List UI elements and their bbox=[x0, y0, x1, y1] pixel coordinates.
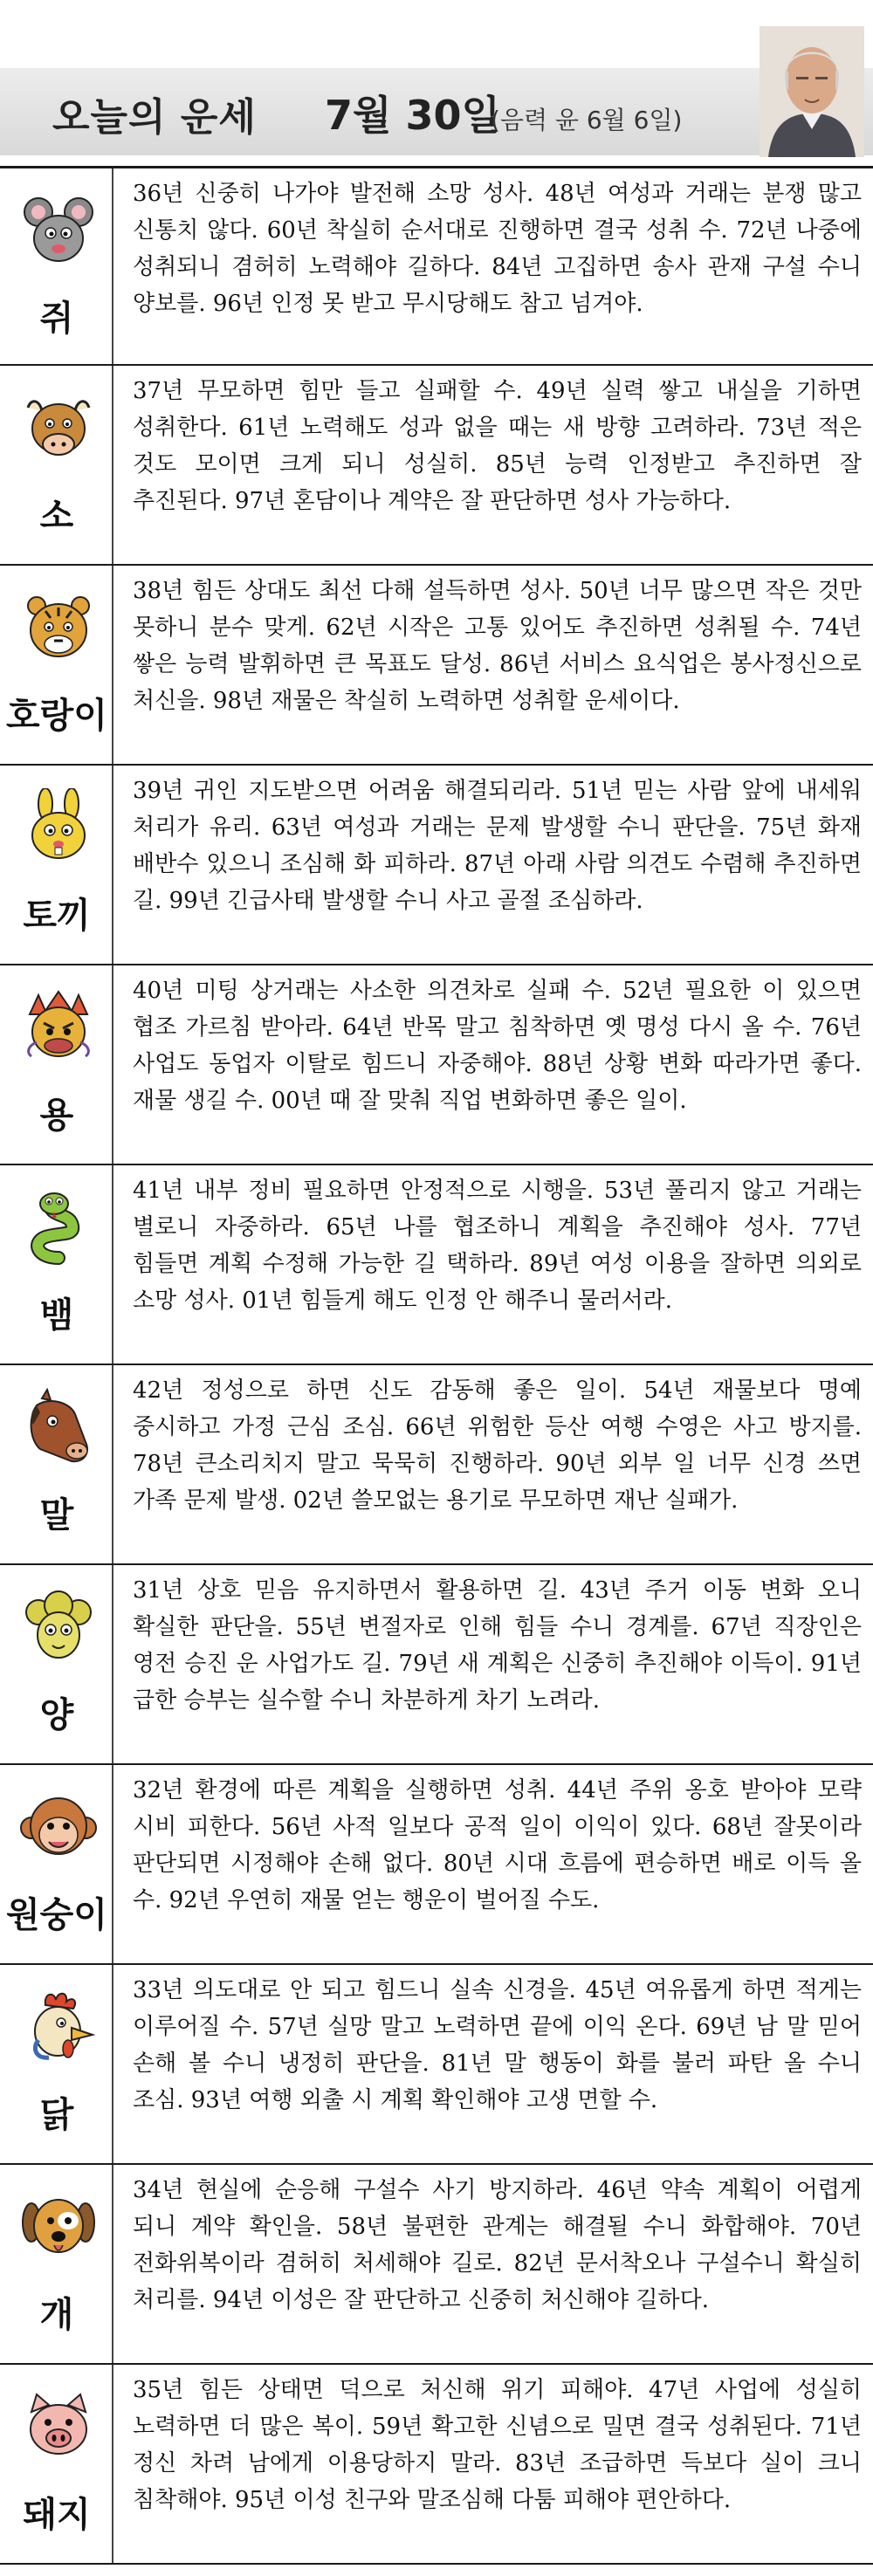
animal-cell bbox=[0, 1965, 113, 2163]
animal-name: 양 bbox=[39, 1695, 74, 1735]
author-portrait bbox=[760, 26, 864, 157]
fortune-row-horse bbox=[0, 1365, 873, 1565]
fortune-row-rooster bbox=[0, 1965, 873, 2165]
dragon-icon bbox=[19, 988, 98, 1067]
animal-name: 쥐 bbox=[39, 299, 74, 339]
fortune-text: 37년 무모하면 힘만 들고 실패할 수. 49년 실력 쌓고 내실을 기하면 성취한다. 61년 노력해도 성과 없을 때는 새 방향 고려하라. 73년 적은 것도 모이면 크게 되니 성실히. 85년 능력 인정받고 추진하면 잘 추진된다. 97년 혼담이나 계약은 잘 판단하면 성사 가능하다. bbox=[133, 378, 862, 514]
animal-cell bbox=[0, 168, 113, 364]
animal-cell bbox=[0, 1565, 113, 1763]
animal-cell bbox=[0, 965, 113, 1164]
fortune-text: 34년 현실에 순응해 구설수 사기 방지하라. 46년 약속 계획이 어렵게 되니 계약 확인을. 58년 불편한 관계는 해결될 수니 화합해야. 70년 전화위복이라 겸허히 처세해야 길로. 82년 문서착오나 구설수니 확실히 처리를. 94년 이성은 잘 판단하고 신중히 처신해야 길하다. bbox=[133, 2177, 862, 2313]
fortune-row-dog bbox=[0, 2165, 873, 2365]
fortune-row-pig bbox=[0, 2365, 873, 2565]
fortune-row-rat bbox=[0, 166, 873, 366]
fortune-row-sheep bbox=[0, 1565, 873, 1765]
rooster-icon bbox=[19, 1988, 98, 2066]
animal-cell bbox=[0, 566, 113, 764]
dog-icon bbox=[19, 2188, 98, 2266]
ox-icon bbox=[19, 388, 98, 467]
fortune-text: 35년 힘든 상태면 덕으로 처신해 위기 피해야. 47년 사업에 성실히 노력하면 더 많은 복이. 59년 확고한 신념으로 밀면 결국 성취된다. 71년 정신 차려 남에게 이용당하지 말라. 83년 조급하면 득보다 실이 크니 침착해야. 95년 이성 친구와 말조심해 다툼 피해야 편안하다. bbox=[133, 2377, 862, 2513]
fortune-row-dragon bbox=[0, 965, 873, 1165]
animal-name: 뱀 bbox=[39, 1295, 74, 1336]
pig-icon bbox=[19, 2387, 98, 2466]
rabbit-icon bbox=[19, 788, 98, 867]
fortune-row-monkey bbox=[0, 1765, 873, 1965]
rat-icon bbox=[19, 191, 98, 270]
animal-name: 호랑이 bbox=[6, 696, 107, 736]
animal-cell bbox=[0, 1165, 113, 1364]
animal-name: 소 bbox=[39, 496, 74, 536]
fortune-text: 31년 상호 믿음 유지하면서 활용하면 길. 43년 주거 이동 변화 오니 확실한 판단을. 55년 변절자로 인해 힘들 수니 경계를. 67년 직장인은 영전 승진 운 사업가도 길. 79년 새 계획은 신중히 추진해야 이득이. 91년 급한 승부는 실수할 수니 차분하게 차기 노려라. bbox=[133, 1577, 862, 1714]
animal-name: 용 bbox=[39, 1096, 74, 1136]
sheep-icon bbox=[19, 1588, 98, 1666]
animal-cell bbox=[0, 1765, 113, 1963]
fortune-text: 40년 미팅 상거래는 사소한 의견차로 실패 수. 52년 필요한 이 있으면 협조 가르침 받아라. 64년 반목 말고 침착하면 옛 명성 다시 올 수. 76년 사업도 동업자 이탈로 힘드니 자중해야. 88년 상황 변화 따라가면 좋다. 재물 생길 수. 00년 때 잘 맞춰 직업 변화하면 좋은 일이. bbox=[133, 978, 862, 1114]
fortune-list bbox=[0, 166, 873, 2565]
monkey-icon bbox=[19, 1788, 98, 1866]
tiger-icon bbox=[19, 588, 98, 667]
animal-cell bbox=[0, 766, 113, 964]
lunar-date-label: (음력 윤 6월 6일) bbox=[491, 106, 683, 134]
animal-name: 말 bbox=[39, 1495, 74, 1535]
animal-cell bbox=[0, 2165, 113, 2363]
animal-name: 개 bbox=[39, 2295, 74, 2335]
fortune-text: 39년 귀인 지도받으면 어려움 해결되리라. 51년 믿는 사람 앞에 내세워 처리가 유리. 63년 여성과 거래는 문제 발생할 수니 판단을. 75년 화재 배반수 있으니 조심해 화 피하라. 87년 아래 사람 의견도 수렴해 추진하면 길. 99년 긴급사태 발생할 수니 사고 골절 조심하라. bbox=[133, 778, 862, 914]
animal-name: 원숭이 bbox=[6, 1895, 107, 1935]
fortune-row-snake bbox=[0, 1165, 873, 1365]
fortune-row-rabbit bbox=[0, 766, 873, 965]
fortune-row-tiger bbox=[0, 566, 873, 766]
page-title: 오늘의 운세 bbox=[52, 95, 257, 140]
snake-icon bbox=[19, 1188, 98, 1267]
fortune-text: 38년 힘든 상대도 최선 다해 설득하면 성사. 50년 너무 많으면 작은 것만 못하니 분수 맞게. 62년 시작은 고통 있어도 추진하면 성취될 수. 74년 쌓은 능력 발휘하면 큰 목표도 달성. 86년 서비스 요식업은 봉사정신으로 처신을. 98년 재물은 착실히 노력하면 성취할 운세이다. bbox=[133, 578, 862, 714]
header bbox=[0, 0, 873, 166]
fortune-row-ox bbox=[0, 366, 873, 566]
animal-cell bbox=[0, 1365, 113, 1563]
animal-name: 돼지 bbox=[23, 2495, 91, 2535]
animal-name: 토끼 bbox=[23, 896, 91, 936]
fortune-text: 41년 내부 정비 필요하면 안정적으로 시행을. 53년 풀리지 않고 거래는 별로니 자중하라. 65년 나를 협조하니 계획을 추진해야 성사. 77년 힘들면 계획 수정해 가능한 길 택하라. 89년 여성 이용을 잘하면 의외로 소망 성사. 01년 힘들게 해도 인정 안 해주니 물러서라. bbox=[133, 1178, 862, 1314]
date-label: 7월 30일 bbox=[325, 92, 500, 139]
animal-cell bbox=[0, 366, 113, 564]
fortune-text: 33년 의도대로 안 되고 힘드니 실속 신경을. 45년 여유롭게 하면 적게는 이루어질 수. 57년 실망 말고 노력하면 끝에 이익 온다. 69년 남 말 믿어 손해 볼 수니 냉정히 판단을. 81년 말 행동이 화를 불러 파탄 올 수니 조심. 93년 여행 외출 시 계획 확인해야 고생 면할 수. bbox=[133, 1977, 862, 2113]
fortune-text: 36년 신중히 나가야 발전해 소망 성사. 48년 여성과 거래는 분쟁 많고 신통치 않다. 60년 착실히 순서대로 진행하면 결국 성취 수. 72년 나중에 성취되니 겸허히 노력해야 길하다. 84년 고집하면 송사 관재 구설 수니 양보를. 96년 인정 못 받고 무시당해도 참고 넘겨야. bbox=[133, 181, 862, 317]
animal-name: 닭 bbox=[39, 2095, 74, 2135]
animal-cell bbox=[0, 2365, 113, 2563]
horse-icon bbox=[19, 1388, 98, 1467]
fortune-text: 32년 환경에 따른 계획을 실행하면 성취. 44년 주위 옹호 받아야 모략 시비 피한다. 56년 사적 일보다 공적 일이 이익이 있다. 68년 잘못이라 판단되면 시정해야 손해 없다. 80년 시대 흐름에 편승하면 배로 이득 올 수. 92년 우연히 재물 얻는 행운이 벌어질 수도. bbox=[133, 1777, 862, 1913]
fortune-text: 42년 정성으로 하면 신도 감동해 좋은 일이. 54년 재물보다 명예 중시하고 가정 근심 조심. 66년 위험한 등산 여행 수영은 사고 방지를. 78년 큰소리치지 말고 묵묵히 진행하라. 90년 외부 일 너무 신경 쓰면 가족 문제 발생. 02년 쓸모없는 용기로 무모하면 재난 실패가. bbox=[133, 1377, 862, 1514]
